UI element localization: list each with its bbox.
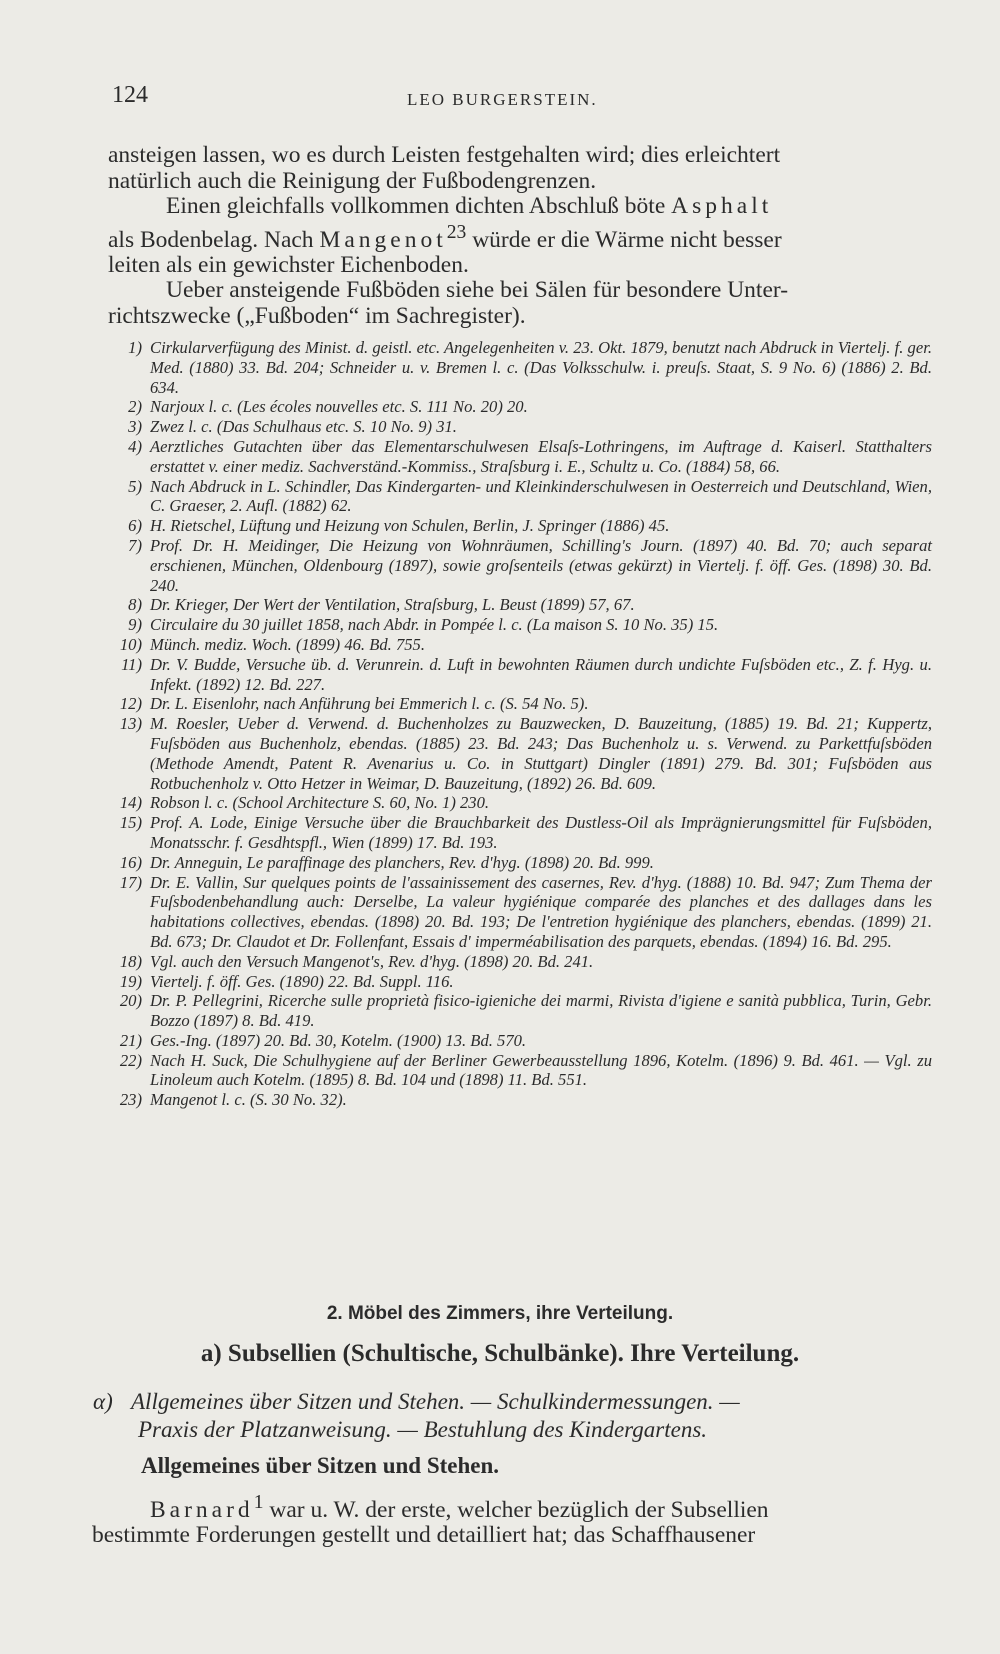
- text-span: als Bodenbelag. Nach: [108, 226, 320, 253]
- footnote-text: Prof. A. Lode, Einige Versuche über die Brauchbarkeit des Dustless-Oil als Imprägnierungsmittel für Fuſsböden, Monatsschr. f. Gesdhtspfl., Wien (1899) 17. Bd. 193.: [150, 813, 932, 852]
- footnote-number: 13): [119, 714, 142, 734]
- footnote-number: 22): [119, 1050, 142, 1070]
- footnote: [106, 813, 932, 853]
- footnote-text: Prof. Dr. H. Meidinger, Die Heizung von Wohnräumen, Schilling's Journ. (1897) 40. Bd. 70; auch separat erschienen, München, Oldenbourg (1897), sowie groſsenteils (etwas gekürzt) in Viertelj. f. öff. Ges. (1898) 30. Bd. 240.: [150, 535, 932, 595]
- page-number: 124: [112, 82, 148, 108]
- alpha-line: Allgemeines über Sitzen und Stehen. — Schulkindermessungen. —: [131, 1389, 740, 1414]
- paragraph: [92, 1490, 930, 1549]
- text-span: Einen gleichfalls vollkommen dichten Abschluß böte: [166, 193, 672, 219]
- alpha-label: α): [93, 1389, 113, 1414]
- paragraph-heading: Allgemeines über Sitzen und Stehen.: [141, 1453, 500, 1478]
- footnote-number: 20): [119, 991, 142, 1011]
- footnote-text: Dr. P. Pellegrini, Ricerche sulle proprietà fisico-igieniche dei marmi, Rivista d'igiene e sanità pubblica, Turin, Gebr. Bozzo (1897) 8. Bd. 419.: [150, 991, 932, 1031]
- body-text-top: [108, 143, 930, 329]
- body-text-bottom: [92, 1490, 930, 1549]
- text-line: bestimmte Forderungen gestellt und detailliert hat; das Schaffhausener: [92, 1522, 756, 1549]
- footnote-number: 15): [119, 813, 142, 833]
- footnote-text: Viertelj. f. öff. Ges. (1890) 22. Bd. Suppl. 116.: [150, 971, 454, 991]
- paragraph: [108, 194, 930, 278]
- footnote: [106, 437, 932, 477]
- footnote: [106, 655, 932, 695]
- footnote-number: 12): [119, 694, 142, 714]
- footnote: [106, 793, 932, 813]
- subsection-alpha: [93, 1388, 938, 1444]
- footnote: [106, 516, 932, 536]
- footnote-number: 4): [128, 436, 142, 456]
- footnotes: [106, 338, 932, 1110]
- footnote-text: Münch. mediz. Woch. (1899) 46. Bd. 755.: [150, 634, 425, 654]
- footnote-ref: 1: [253, 1492, 264, 1513]
- footnote-number: 11): [121, 654, 142, 674]
- footnote-text: Dr. Krieger, Der Wert der Ventilation, Straſsburg, L. Beust (1899) 57, 67.: [150, 595, 635, 615]
- footnote-number: 16): [119, 852, 142, 872]
- text-line: leiten als ein gewichster Eichenboden.: [108, 251, 469, 278]
- footnote: [106, 1090, 932, 1110]
- footnote-number: 2): [128, 397, 142, 417]
- footnote: [106, 1051, 932, 1091]
- footnote: [106, 853, 932, 873]
- footnote-text: Aerztliches Gutachten über das Elementarschulwesen Elsaſs-Lothringens, im Auftrage d. Kaiserl. Statthalters erstattet v. einer mediz. Sachverständ.-Kommiss., Straſsburg i. E., Schultz u. Co. (1884) 58, 66.: [150, 436, 932, 476]
- footnote-number: 14): [119, 793, 142, 813]
- footnote: [106, 635, 932, 655]
- footnote-text: H. Rietschel, Lüftung und Heizung von Schulen, Berlin, J. Springer (1886) 45.: [150, 516, 670, 536]
- footnote-text: M. Roesler, Ueber d. Verwend. d. Buchenholzes zu Bauzwecken, D. Bauzeitung, (1885) 19. Bd. 21; Kuppertz, Fuſsböden aus Buchenholz, ebendas. (1885) 23. Bd. 243; Das Buchenholz u. s. Verwend. zu Parkettfuſsböden (Methode Amendt, Patent R. Avenarius u. Co. in Stuttgart) Dingler (1891) 279. Bd. 301; Fuſsböden aus Rotbuchenholz v. Otto Hetzer in Weimar, D. Bauzeitung, (1892) 26. Bd. 609.: [150, 714, 932, 793]
- footnote-text: Ges.-Ing. (1897) 20. Bd. 30, Kotelm. (1900) 13. Bd. 570.: [150, 1030, 527, 1050]
- text-line: Ueber ansteigende Fußböden siehe bei Sälen für besondere Unter-: [166, 277, 789, 304]
- footnote: [106, 714, 932, 793]
- footnote: [106, 694, 932, 714]
- footnote-number: 23): [119, 1090, 142, 1110]
- footnote: [106, 1031, 932, 1051]
- footnote-number: 1): [128, 338, 142, 357]
- footnote: [106, 338, 932, 397]
- footnote-text: Circulaire du 30 juillet 1858, nach Abdr. in Pompée l. c. (La maison S. 10 No. 35) 15.: [150, 615, 719, 635]
- running-title: LEO BURGERSTEIN.: [407, 90, 598, 109]
- footnote-number: 18): [119, 951, 142, 971]
- footnote: [106, 417, 932, 437]
- footnote-text: Dr. E. Vallin, Sur quelques points de l'assainissement des casernes, Rev. d'hyg. (1888) 10. Bd. 947; Zum Thema der Fuſsbodenbehandlung auch: Derselbe, La valeur hygiénique comparée des planches et des dallages dans les habitations collectives, ebendas. (1898) 20. Bd. 193; De l'entretion hygiénique des planchers, ebendas. (1899) 21. Bd. 673; Dr. Claudot et Dr. Follenfant, Essais d' imperméabilisation des parquets, ebendas. (1894) 16. Bd. 295.: [150, 872, 932, 951]
- footnote-number: 8): [128, 595, 142, 615]
- footnote-text: Nach H. Suck, Die Schulhygiene auf der Berliner Gewerbeausstellung 1896, Kotelm. (1896) 9. Bd. 461. — Vgl. zu Linoleum auch Kotelm. (1895) 8. Bd. 104 und (1898) 11. Bd. 551.: [150, 1050, 932, 1090]
- alpha-line: Praxis der Platzanweisung. — Bestuhlung des Kindergartens.: [138, 1417, 708, 1442]
- footnote: [106, 536, 932, 595]
- footnote: [106, 477, 932, 517]
- footnote-number: 19): [119, 971, 142, 991]
- footnote-number: 9): [128, 615, 142, 635]
- footnote-number: 10): [119, 634, 142, 654]
- paragraph: [108, 143, 930, 194]
- footnote-text: Dr. Anneguin, Le paraffinage des planchers, Rev. d'hyg. (1898) 20. Bd. 999.: [150, 852, 654, 872]
- footnote: [106, 952, 932, 972]
- footnote: [106, 991, 932, 1031]
- footnote: [106, 972, 932, 992]
- footnote-text: Mangenot l. c. (S. 30 No. 32).: [150, 1090, 347, 1110]
- spaced-author: Barnard: [150, 1496, 254, 1523]
- text-span: würde er die Wärme nicht besser: [466, 226, 782, 253]
- footnote-text: Robson l. c. (School Architecture S. 60, No. 1) 230.: [150, 793, 490, 813]
- footnote-ref: 23: [446, 221, 467, 243]
- footnote-text: Dr. L. Eisenlohr, nach Anführung bei Emmerich l. c. (S. 54 No. 5).: [150, 694, 589, 714]
- footnote-number: 21): [119, 1030, 142, 1050]
- footnote-text: Nach Abdruck in L. Schindler, Das Kindergarten- und Kleinkinderschulwesen in Oesterreich und Deutschland, Wien, C. Graeser, 2. Aufl. (1882) 62.: [150, 476, 932, 516]
- footnote: [106, 873, 932, 952]
- section-heading: 2. Möbel des Zimmers, ihre Verteilung.: [326, 1303, 674, 1324]
- footnote-text: Dr. V. Budde, Versuche üb. d. Verunrein. d. Luft in bewohnten Räumen durch undichte Fuſsböden etc., Z. f. Hyg. u. Infekt. (1892) 12. Bd. 227.: [150, 654, 932, 694]
- footnote-text: Cirkularverfügung des Minist. d. geistl. etc. Angelegenheiten v. 23. Okt. 1879, benutzt nach Abdruck in Viertelj. f. ger. Med. (1880) 33. Bd. 204; Schneider u. v. Bremen l. c. (Das Volksschulw. i. preuſs. Staat, S. 9 No. 6) (1886) 2. Bd. 634.: [150, 338, 932, 397]
- footnote-text: Vgl. auch den Versuch Mangenot's, Rev. d'hyg. (1898) 20. Bd. 241.: [150, 951, 594, 971]
- text-line: richtszwecke („Fußboden“ im Sachregister).: [108, 302, 526, 329]
- spaced-author: Mangenot: [319, 226, 447, 253]
- footnote-number: 5): [128, 476, 142, 496]
- footnote-number: 3): [128, 417, 142, 437]
- footnote: [106, 397, 932, 417]
- spaced-term: Asphalt: [671, 193, 773, 219]
- text-line: ansteigen lassen, wo es durch Leisten festgehalten wird; dies erleichtert: [108, 142, 781, 168]
- footnote: [106, 615, 932, 635]
- footnote-number: 17): [119, 872, 142, 892]
- paragraph: [108, 278, 930, 329]
- text-line: natürlich auch die Reinigung der Fußbodengrenzen.: [108, 167, 597, 194]
- footnote-text: Zwez l. c. (Das Schulhaus etc. S. 10 No. 9) 31.: [150, 417, 457, 437]
- footnote: [106, 595, 932, 615]
- footnote-text: Narjoux l. c. (Les écoles nouvelles etc. S. 111 No. 20) 20.: [150, 397, 528, 417]
- footnote-number: 7): [128, 535, 142, 555]
- footnote-number: 6): [128, 516, 142, 536]
- subsection-heading: a) Subsellien (Schultische, Schulbänke). Ihre Verteilung.: [200, 1340, 800, 1367]
- page-header: [112, 82, 932, 118]
- text-span: war u. W. der erste, welcher bezüglich der Subsellien: [263, 1496, 769, 1523]
